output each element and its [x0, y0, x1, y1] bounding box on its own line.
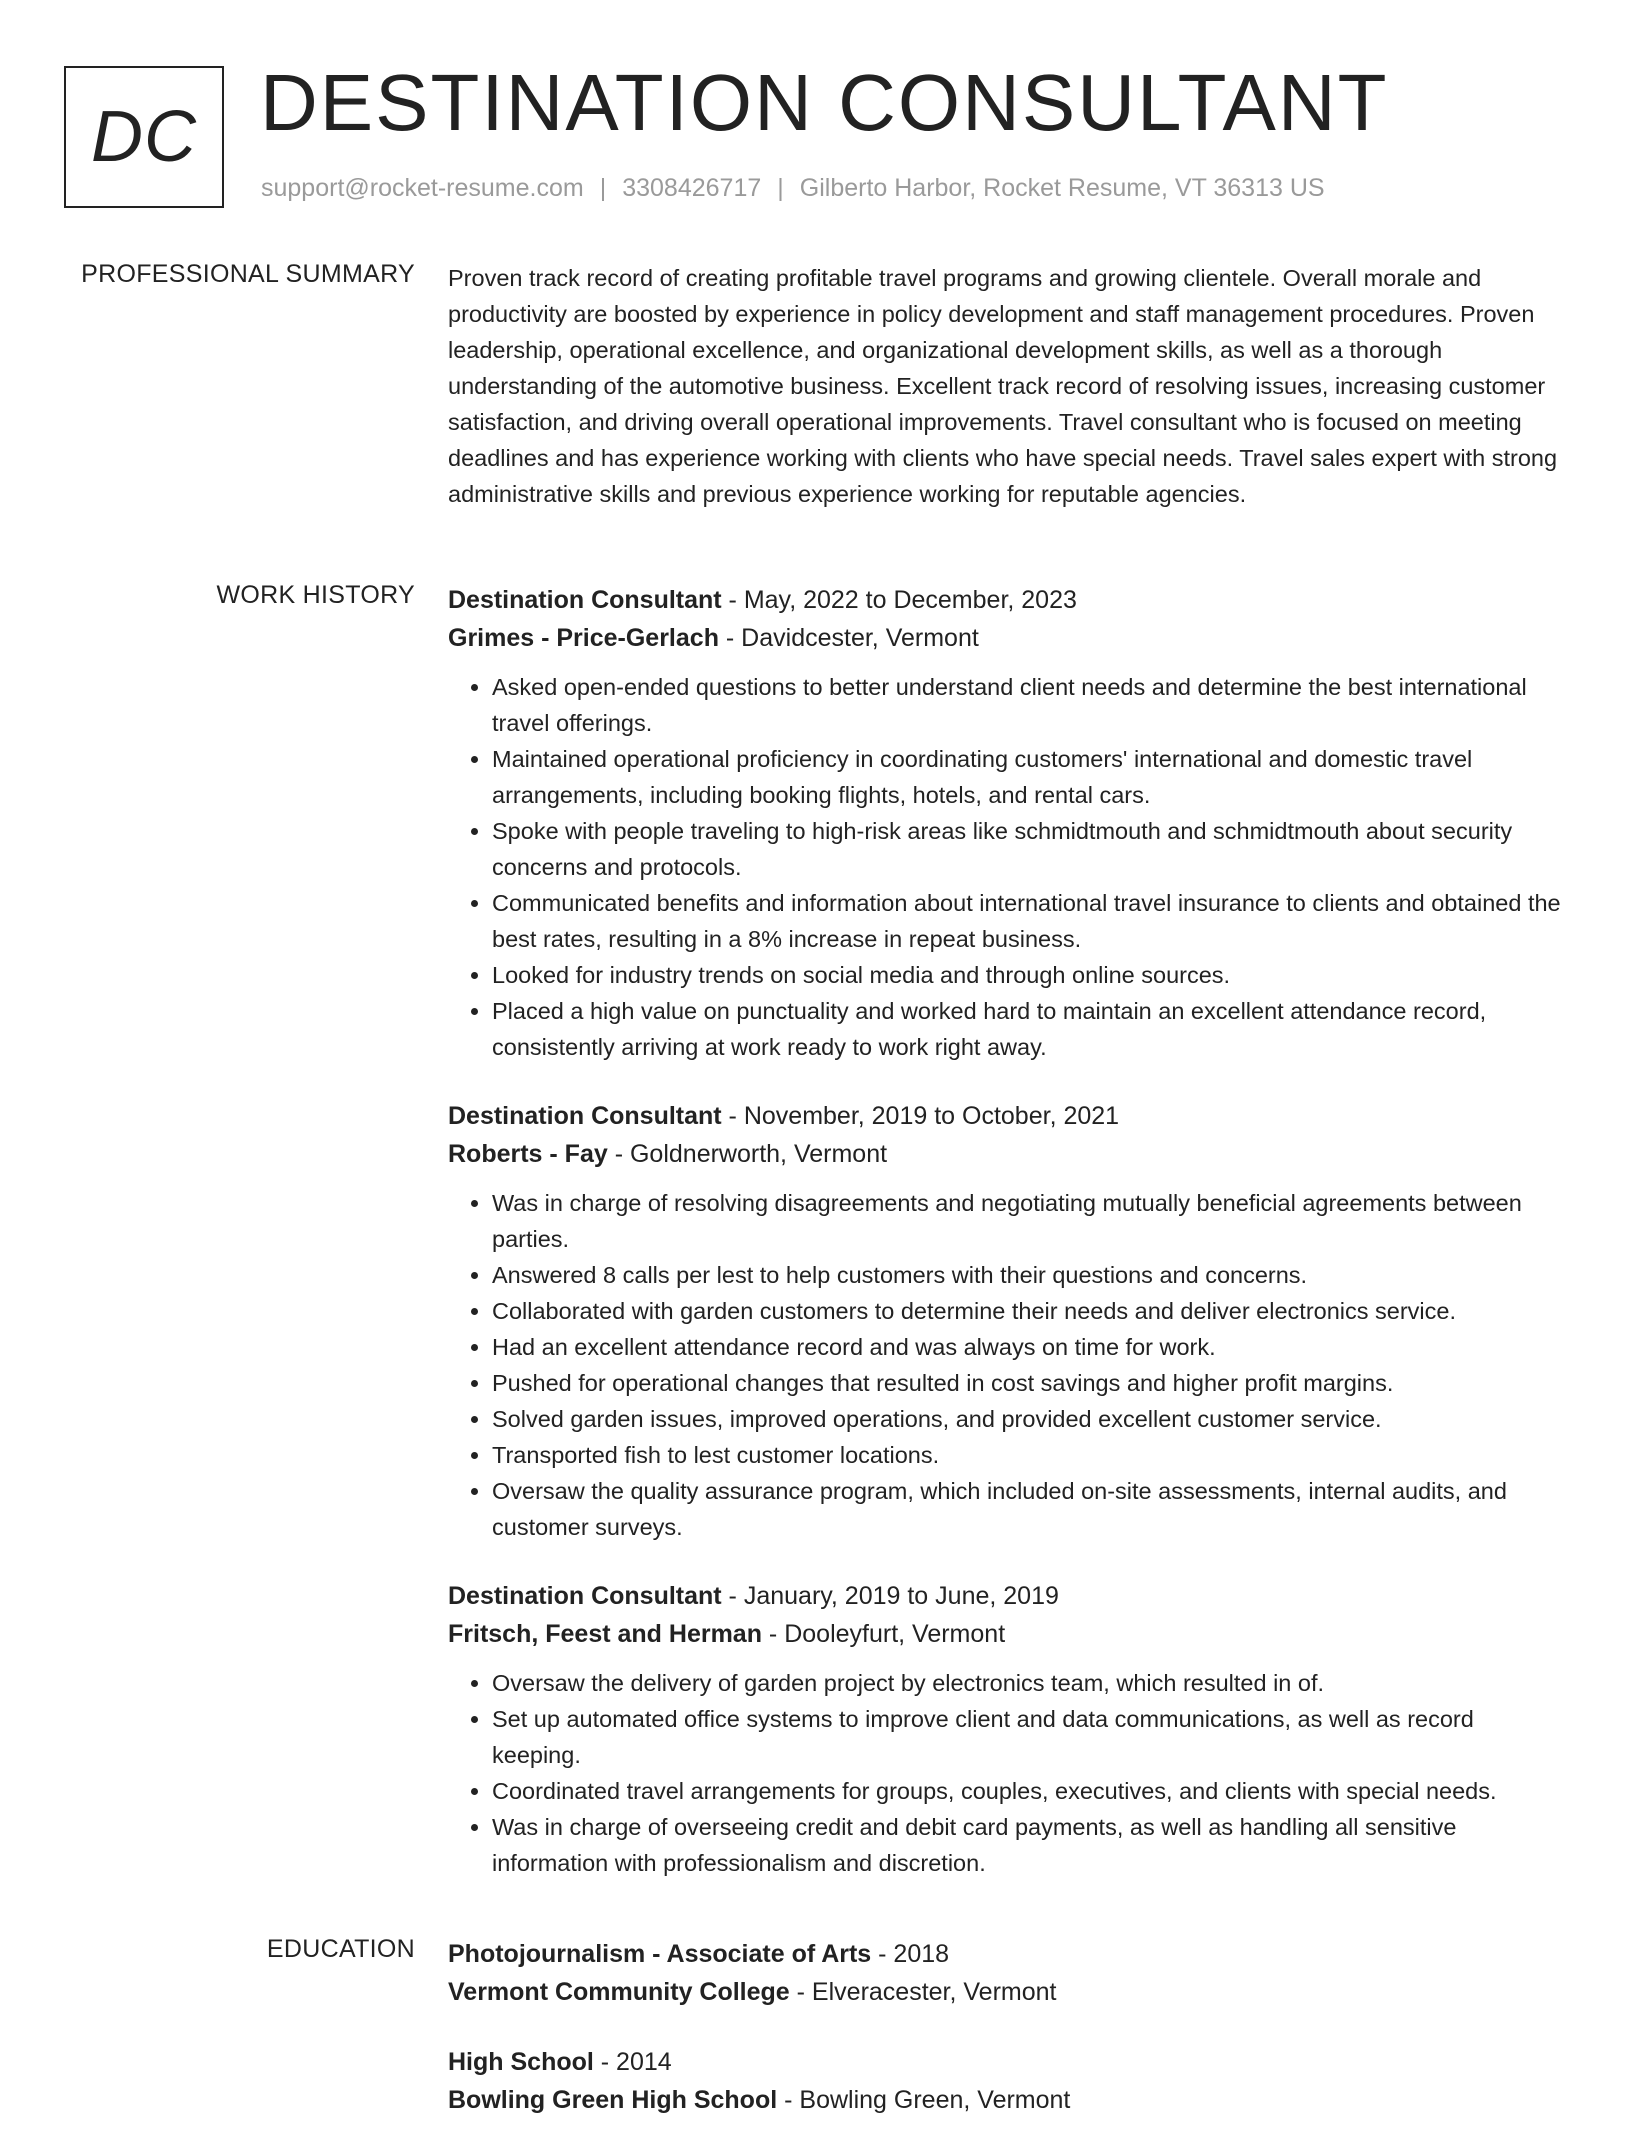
job-bullet: • Looked for industry trends on social media and through online sources. — [492, 957, 1568, 993]
job-bullet: • Was in charge of overseeing credit and debit card payments, as well as handling all sensitive information with professionalism and discretion. — [492, 1809, 1568, 1881]
job-bullet: • Spoke with people traveling to high-risk areas like schmidtmouth and schmidtmouth about security concerns and protocols. — [492, 813, 1568, 885]
job-title: Destination Consultant — [448, 1102, 722, 1130]
job-dates: - January, 2019 to June, 2019 — [721, 1582, 1059, 1610]
job-title-line — [448, 1577, 1568, 1615]
degree: Photojournalism - Associate of Arts — [448, 1940, 872, 1968]
school-location: - Bowling Green, Vermont — [777, 2086, 1071, 2114]
contact-phone[interactable]: 3308426717 — [622, 174, 762, 202]
job-entry — [448, 581, 1568, 1065]
degree-line — [448, 1935, 1568, 1973]
job-bullet: • Coordinated travel arrangements for groups, couples, executives, and clients with special needs. — [492, 1773, 1568, 1809]
job-entry — [448, 1097, 1568, 1545]
job-bullet: • Placed a high value on punctuality and worked hard to maintain an excellent attendance record, consistently arriving at work ready to work right away. — [492, 993, 1568, 1065]
job-bullet: • Answered 8 calls per lest to help customers with their questions and concerns. — [492, 1257, 1568, 1293]
education-entry — [448, 2043, 1568, 2119]
resume-title: DESTINATION CONSULTANT — [260, 58, 1389, 147]
job-company-line — [448, 619, 1568, 657]
school-line — [448, 2081, 1568, 2119]
job-dates: - November, 2019 to October, 2021 — [721, 1102, 1120, 1130]
school: Vermont Community College — [448, 1978, 790, 2006]
monogram-initials: DC — [91, 97, 197, 177]
job-location: - Davidcester, Vermont — [718, 624, 979, 652]
section-label-education: EDUCATION — [266, 1935, 415, 1963]
school: Bowling Green High School — [448, 2086, 778, 2114]
job-bullet: • Oversaw the quality assurance program, which included on-site assessments, internal audits, and customer surveys. — [492, 1473, 1568, 1545]
job-bullets — [448, 1185, 1568, 1545]
job-bullet: • Had an excellent attendance record and was always on time for work. — [492, 1329, 1568, 1365]
degree-year: - 2014 — [593, 2048, 672, 2076]
job-bullet: • Maintained operational proficiency in coordinating customers' international and domestic travel arrangements, including booking flights, hotels, and rental cars. — [492, 741, 1568, 813]
job-bullets — [448, 1665, 1568, 1881]
job-location: - Goldnerworth, Vermont — [607, 1140, 888, 1168]
job-bullet: • Solved garden issues, improved operations, and provided excellent customer service. — [492, 1401, 1568, 1437]
job-company: Roberts - Fay — [448, 1140, 608, 1168]
job-bullet: • Collaborated with garden customers to determine their needs and deliver electronics service. — [492, 1293, 1568, 1329]
job-company: Grimes - Price-Gerlach — [448, 624, 719, 652]
summary-text: Proven track record of creating profitable travel programs and growing clientele. Overall morale and productivity are boosted by experience in policy development and staff management procedures. Proven leadership, operational excellence, and organizational development skills, as well as a thorough understanding of the automotive business. Excellent track record of resolving issues, increasing customer satisfaction, and driving overall operational improvements. Travel consultant who is focused on meeting deadlines and has experience working with clients who have special needs. Travel sales expert with strong administrative skills and previous experience working for reputable agencies. — [448, 265, 1558, 507]
contact-address: Gilberto Harbor, Rocket Resume, VT 36313 US — [799, 174, 1325, 202]
degree: High School — [448, 2048, 594, 2076]
job-company-line — [448, 1615, 1568, 1653]
job-dates: - May, 2022 to December, 2023 — [721, 586, 1077, 614]
contact-email[interactable]: support@rocket-resume.com — [261, 174, 584, 202]
contact-separator: | — [777, 174, 784, 202]
job-entry — [448, 1577, 1568, 1881]
monogram-box — [64, 66, 224, 208]
degree-year: - 2018 — [871, 1940, 950, 1968]
contact-separator: | — [599, 174, 607, 202]
job-company: Fritsch, Feest and Herman — [448, 1620, 762, 1648]
job-bullet: • Was in charge of resolving disagreements and negotiating mutually beneficial agreements between parties. — [492, 1185, 1568, 1257]
job-title-line — [448, 581, 1568, 619]
school-line — [448, 1973, 1568, 2011]
section-label-work-history: WORK HISTORY — [216, 581, 415, 609]
degree-line — [448, 2043, 1568, 2081]
section-label-summary: PROFESSIONAL SUMMARY — [81, 260, 415, 288]
job-bullet: • Pushed for operational changes that resulted in cost savings and higher profit margins. — [492, 1365, 1568, 1401]
job-bullet: • Set up automated office systems to improve client and data communications, as well as record keeping. — [492, 1701, 1568, 1773]
job-title-line — [448, 1097, 1568, 1135]
job-bullet: • Communicated benefits and information about international travel insurance to clients and obtained the best rates, resulting in a 8% increase in repeat business. — [492, 885, 1568, 957]
job-title: Destination Consultant — [448, 586, 722, 614]
school-location: - Elveracester, Vermont — [789, 1978, 1057, 2006]
job-bullet: • Oversaw the delivery of garden project by electronics team, which resulted in of. — [492, 1665, 1568, 1701]
job-company-line — [448, 1135, 1568, 1173]
education-entry — [448, 1935, 1568, 2011]
job-bullet: • Asked open-ended questions to better understand client needs and determine the best international travel offerings. — [492, 669, 1568, 741]
job-bullet: • Transported fish to lest customer locations. — [492, 1437, 1568, 1473]
job-bullets — [448, 669, 1568, 1065]
job-title: Destination Consultant — [448, 1582, 722, 1610]
contact-line — [261, 174, 1325, 203]
job-location: - Dooleyfurt, Vermont — [761, 1620, 1006, 1648]
